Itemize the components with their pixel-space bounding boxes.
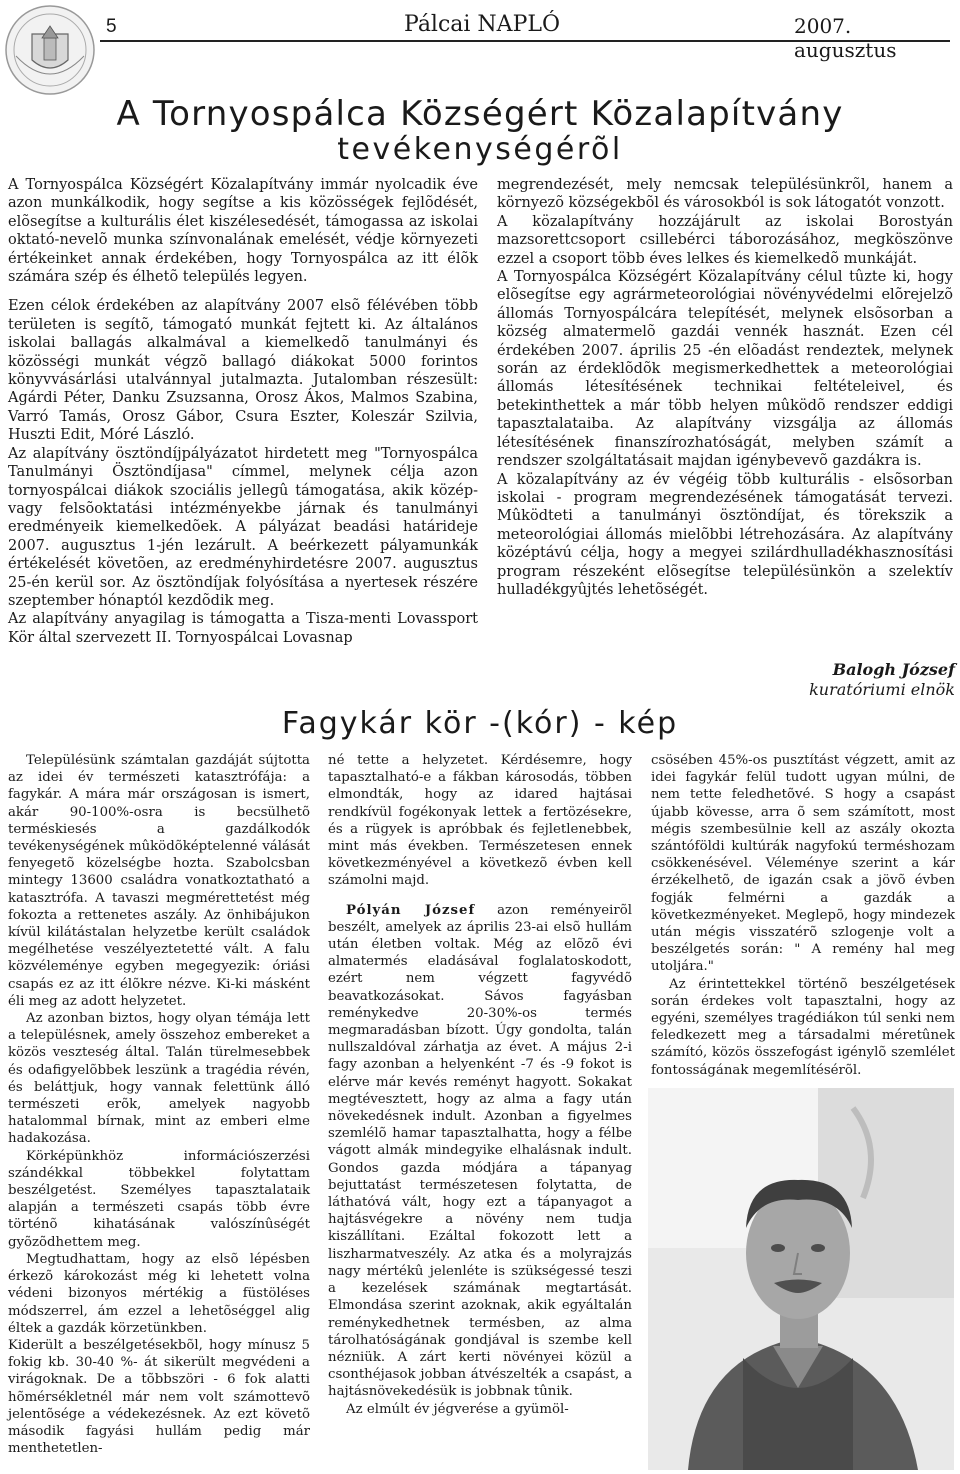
paragraph: Az elmúlt év jégverése a gyümöl- bbox=[346, 1401, 569, 1417]
article1-column-right bbox=[497, 176, 953, 599]
paragraph: Az érintettekkel történõ beszélgetések során érdekes volt tapasztalni, hogy az egyéni, személyes tragédiákon túl senki nem feledkezett meg a társadalmi méretûnek számító, közös összefogást igénylõ szemlélet fontosságának megemlítésérõl. bbox=[651, 976, 955, 1078]
paragraph-text: azon reményeirõl beszélt, amelyek az április 23-ai elsõ hullám után életben voltak. Még az elõzõ évi almatermés eladásával foglalatoskodott, ezért nem végzett fagyvédõ beavatkozásokat. Sávos fagyásban reménykedve 20-30%-os termés megmaradásban bízott. Úgy gondolta, talán nullszaldóval zárhatja az évet. A május 2-i fagy azonban a helyenként -7 és -9 fokot is elérve már kevés reményt hagyott. Sokakat megtévesztett, hogy az alma a fagy után növekedésnek indult. Azonban a figyelmes szemlélõ hamar tapasztalhatta, hogy a félbe vágott almák mindegyike elhalásnak indult. Gondos gazda módjára a tápanyag bejuttatást természetesen folytatta, de láthatóvá vált, hogy ezt a tápanyagot a hajtásvégekre a növény nem tudja kiszállítani. Ezáltal fokozott lett a liszharmatveszély. Az atka és a molyrajzás nagy mértékû jelenléte is szükségessé teszi a kezelések számának megtartását. Elmondása szerint azoknak, akik egyáltalán reménykedhetnek termésben, az alma tárolhatóságának gondjával is szembe kell nézniük. A zárt kerti növényei közül a csonthéjasok jobban átvészelték a csapást, a hajtásnövekedésük is jobbnak tûnik. bbox=[328, 902, 632, 1400]
paragraph: Településünk számtalan gazdáját sújtotta az idei év természeti katasztrófája: a fagykár. A mára már országosan is ismert, akár 90-100%-osra is becsülhetõ terméskiesés a gazdálkodók tevékenységének mûködõképtelenné válását fenyegetõ közelségbe hozta. Szabolcsban mintegy 13600 családra vonatkoztatható a katasztrófa. A tavaszi megmérettetést még fokozta a rettenetes aszály. Az önhibájukon kívül kilátástalan helyzetbe került családok megélhetése veszélyeztetetté vált. A falu közvéleménye egyben megegyezik: óriási csapás ez az itt élõkre nézve. Ki-ki másként éli meg az adott helyzetet. bbox=[8, 753, 310, 1009]
signature bbox=[640, 660, 955, 700]
village-crest-logo bbox=[4, 4, 96, 96]
paragraph: A Tornyospálca Községért Közalapítvány célul tûzte ki, hogy elõsegítse egy agrármeteorológiai növényvédelmi elõrejelzõ állomás Tornyospálcára telepítését, melynek elsõsorban a község almatermelõ gazdái vennék hasznát. Ezen cél érdekében 2007. április 25 -én elõadást rendeztek, melynek során az érdeklõdõk megismerkedhettek a meteorológiai állomás létesítésének technikai feltételeivel, és betekinthettek a már több helyen mûködõ rendszer eddigi tapasztalataiba. Az alapítvány vizsgálja az állomás létesítésének finanszírozhatóságát, melyben számít a rendszer szolgáltatásait majdan igénybevevõ gazdákra is. bbox=[497, 269, 953, 470]
article2-column-3 bbox=[651, 752, 955, 1079]
paragraph: megrendezését, mely nemcsak településünkrõl, hanem a környezõ községekbõl és városokból is sok látogatót vonzott. bbox=[497, 177, 953, 212]
article1-column-left bbox=[8, 176, 478, 647]
paragraph: Körképünkhöz információszerzési szándékkal többekkel folytattam beszélgetést. Személyes tapasztalataik alapján a természeti csapás több évre történõ kihatásának valószínûségét gyõzõdhettem meg. bbox=[8, 1148, 310, 1250]
header-rule bbox=[100, 40, 950, 42]
issue-date: 2007. augusztus bbox=[794, 14, 897, 62]
paragraph: Kiderült a beszélgetésekbõl, hogy mínusz 5 fokig kb. 30-40 %- át sikerült megvédeni a virágoknak. De a tõbbszöri - 6 fok alatti hõmérsékletnél már nem volt számottevõ jelentõsége a védekezésnek. Az ezt követõ második fagyási hullám pedig már menthetetlen- bbox=[8, 1337, 310, 1457]
article2-column-2 bbox=[328, 752, 632, 1418]
paragraph: Megtudhattam, hogy az elsõ lépésben érkezõ károkozást még ki lehetett volna védeni bizonyos mértékig a füstöléses módszerrel, ám ezzel a lehetõséggel alig éltek a gazdák körzetünkben. bbox=[8, 1251, 310, 1336]
paragraph: Az alapítvány ösztöndíjpályázatot hirdetett meg "Tornyospálca Tanulmányi Ösztöndíjasa" címmel, melynek célja azon tornyospálcai diákok szociális jellegû támogatása, akik közép- vagy felsõoktatási intézményekbe járnak és tanulmányi eredményeik kiemelkedõek. A pályázat beadási határideje 2007. augusztus 1-jén lezárult. A beérkezett pályamunkák értékelését követõen, az eredményhirdetésre 2007. augusztus 25-én kerül sor. Az ösztöndíjak folyósítása a nyertesek részére szeptember hónaptól kezdõdik meg. bbox=[8, 445, 478, 609]
article-title-line1: A Tornyospálca Községért Közalapítvány bbox=[116, 94, 844, 134]
signature-name: Balogh József bbox=[832, 660, 955, 679]
paragraph bbox=[328, 902, 632, 1401]
paragraph: Az alapítvány anyagilag is támogatta a Tisza-menti Lovassport Kör által szervezett II. Tornyospálcai Lovasnap bbox=[8, 611, 478, 646]
signature-role: kuratóriumi elnök bbox=[809, 680, 955, 699]
article-title-line2: tevékenységérõl bbox=[337, 132, 623, 167]
article2-title: Fagykár kör -(kór) - kép bbox=[281, 706, 679, 741]
newspaper-title: Pálcai NAPLÓ bbox=[404, 12, 561, 37]
paragraph: né tette a helyzetet. Kérdésemre, hogy tapasztalható-e a fákban károsodás, többen elmondták, hogy az idared hajtásai rendkívül fogékonyak lettek a fertözésekre, és a rügyek is apróbbak és fejletlenebbek, mint más években. Természetesen ennek következményével a következõ évben kell számolni majd. bbox=[328, 753, 632, 889]
page-number: 5 bbox=[106, 16, 117, 37]
paragraph: A közalapítvány hozzájárult az iskolai Borostyán mazsorettcsoport csillebérci táborozásához, megköszönve ezzel a csoport több éves lelkes és kiemelkedõ munkáját. bbox=[497, 213, 953, 267]
article2-column-1 bbox=[8, 752, 310, 1457]
paragraph: Ezen célok érdekében az alapítvány 2007 elsõ félévében több területen is segítõ, támogató munkát fejtett ki. Az általános iskolai ballagás alkalmával a kiemelkedõ tanulmányi és közösségi munkát végzõ ballagó diákokat 5000 forintos könyvvásárlási utalvánnyal jutalmazta. Jutalomban részesült: Agárdi Péter, Danku Zsuzsanna, Orosz Ákos, Malmos Szabina, Varró Tamás, Orosz Gábor, Csura Eszter, Koleszár Szilvia, Huszti Edit, Móré László. bbox=[8, 298, 478, 444]
paragraph: Az azonban biztos, hogy olyan témája lett a településnek, amely összehoz embereket a közös veszteség által. Talán türelmesebbek és odafigyelõbbek leszünk a tragédia révén, és beláttjuk, hogy vannak felettünk álló természeti erõk, amelyek nagyobb hatalommal bírnak, mint az emberi elme hadakozása. bbox=[8, 1011, 310, 1147]
paragraph: A Tornyospálca Községért Közalapítvány immár nyolcadik éve azon munkálkodik, hogy segítse a kis közösségek fejlõdését, elõsegítse a kulturális élet kiszélesedését, támogassa az iskolai oktató-nevelõ munka színvonalának emelését, védje környezeti értékeinket annak érdekében, hogy Tornyospálca az itt élõk számára szép és élhetõ település legyen. bbox=[8, 177, 478, 286]
portrait-photo bbox=[648, 1088, 954, 1470]
paragraph: A közalapítvány az év végéig több kulturális - elsõsorban iskolai - program megrendezésének támogatását tervezi. Mûködteti a tanulmányi ösztöndíjat, és törekszik a meteorológiai állomás mielõbbi létrehozására. Az alapítvány középtávú célja, hogy a megyei szilárdhulladékhasznosítási program részeként elõsegítse településünkön a szelektív hulladékgyûjtés lehetõségét. bbox=[497, 471, 953, 598]
paragraph: csösében 45%-os pusztítást végzett, amit az idei fagykár felül tudott ugyan múlni, de nem tette feledhetõvé. S hogy a csapást újabb kövesse, arra õ sem számított, most mégis szembesülnie kell az aszály okozta szántóföldi kultúrák nagyfokú terméshozam csökkenésével. Véleménye szerint a kár érzékelhetõ, de igazán csak a jövõ évben fogják felmérni a gazdák a következményeket. Meglepõ, hogy mindezek után mégis visszatérõ szlogenje volt a beszélgetés során: " A remény hal meg utoljára." bbox=[651, 753, 955, 975]
interviewee-name: Pólyán József bbox=[346, 902, 476, 918]
